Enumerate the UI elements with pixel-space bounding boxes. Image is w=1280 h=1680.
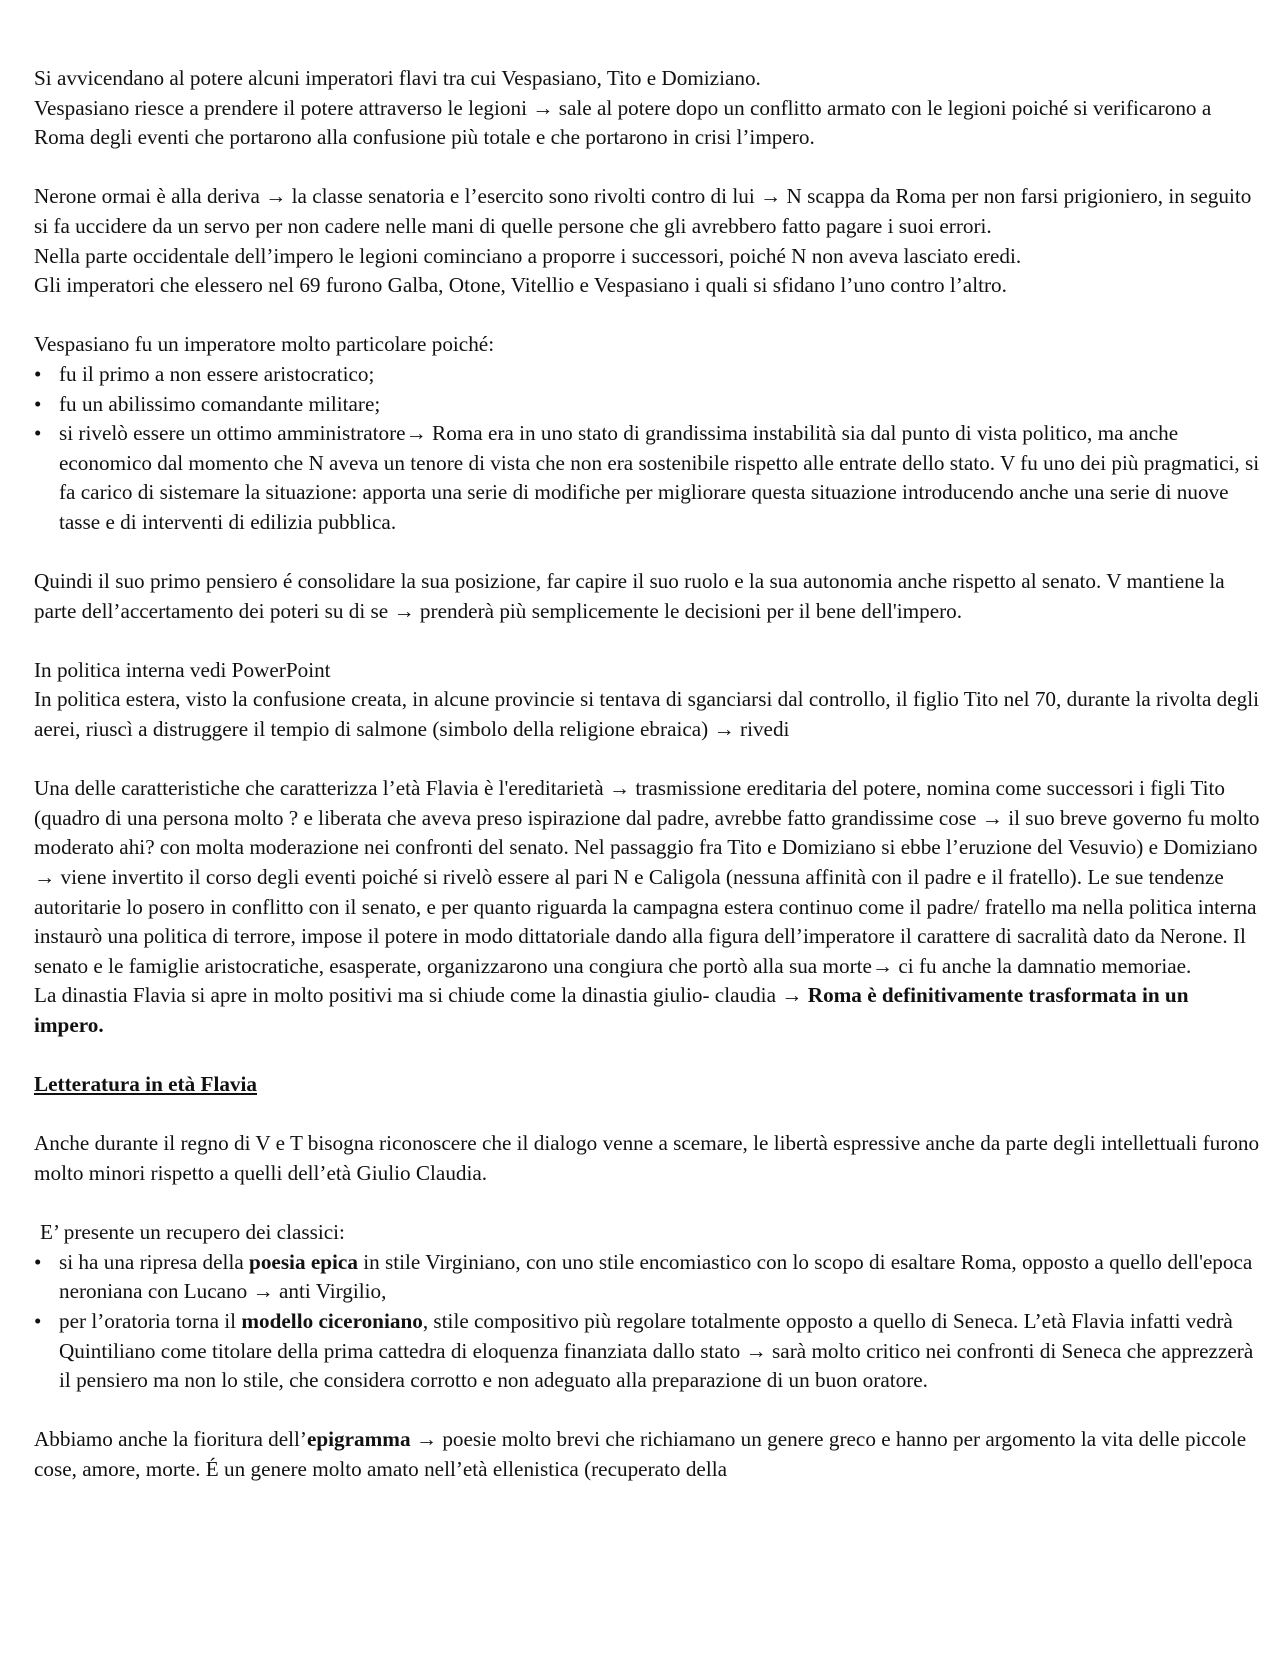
- list-item: [34, 1307, 1260, 1396]
- paragraph: Una delle caratteristiche che caratterizza l’età Flavia è l'ereditarietà → trasmissione ereditaria del potere, nomina come successori i figli Tito (quadro di una persona molto ? e liberata che aveva preso ispirazione dal padre, avrebbe fatto grandissime cose → il suo breve governo fu molto moderato ahi? con molta moderazione nei confronti del senato. Nel passaggio fra Tito e Domiziano si ebbe l’eruzione del Vesuvio) e Domiziano → viene invertito il corso degli eventi poiché si rivelò essere al pari N e Caligola (nessuna affinità con il padre e il fratello). Le sue tendenze autoritarie lo posero in conflitto con il senato, e per quanto riguarda la campagna estera continuo come il padre/ fratello ma nella politica interna instaurò una politica di terrore, impose il potere in modo dittatoriale dando alla figura dell’imperatore il carattere di sacralità dato da Nerone. Il senato e le famiglie aristocratiche, esasperate, organizzarono una congiura che portò alla sua morte→ ci fu anche la damnatio memoriae.: [34, 776, 1260, 978]
- section-heading: Letteratura in età Flavia: [34, 1072, 257, 1097]
- list-intro: Vespasiano fu un imperatore molto particolare poiché:: [34, 332, 495, 357]
- list-intro: E’ presente un recupero dei classici:: [40, 1220, 345, 1245]
- paragraph-text: Abbiamo anche la fioritura dell’: [34, 1427, 307, 1452]
- bullet-list: [34, 1248, 1260, 1396]
- bullet-icon: •: [34, 391, 42, 416]
- paragraph-line: In politica estera, visto la confusione creata, in alcune provincie si tentava di sganciarsi dal controllo, il figlio Tito nel 70, durante la rivolta degli aerei, riuscì a distruggere il tempio di salmone (simbolo della religione ebraica) → rivedi: [34, 687, 1260, 742]
- paragraph-gap: [34, 1189, 1260, 1219]
- bold-text: modello ciceroniano: [241, 1308, 423, 1333]
- paragraph-line: In politica interna vedi PowerPoint: [34, 657, 331, 682]
- list-item-text-part: , stile compositivo più regolare totalmente opposto a quello di Seneca. L’età Flavia infatti vedrà Quintiliano come titolare della prima cattedra di eloquenza finanziata dallo stato → sarà molto critico nei confronti di Seneca che apprezzerà il pensiero ma non lo stile, che considera corrotto e non adeguato alla preparazione di un buon oratore.: [59, 1308, 1254, 1393]
- list-item-text-part: per l’oratoria torna il: [59, 1308, 242, 1333]
- paragraph: [34, 981, 1260, 1040]
- bullet-icon: •: [34, 361, 42, 386]
- list-item-text-part: in stile Virginiano, con uno stile encomiastico con lo scopo di esaltare Roma, opposto a quello dell'epoca neroniana con Lucano → anti Virgilio,: [59, 1249, 1253, 1304]
- list-item-text: [59, 1309, 1253, 1392]
- paragraph-text: → poesie molto brevi che richiamano un genere greco e hanno per argomento la vita delle piccole cose, amore, morte. É un genere molto amato nell’età ellenistica (recuperato della: [34, 1427, 1247, 1481]
- paragraph-gap: [34, 745, 1260, 775]
- list-item-text: fu il primo a non essere aristocratico;: [59, 361, 375, 386]
- bold-text: poesia epica: [249, 1249, 358, 1274]
- bullet-icon: •: [34, 1249, 42, 1274]
- bullet-icon: •: [34, 421, 42, 446]
- list-item: [34, 360, 1260, 390]
- paragraph-line: Gli imperatori che elessero nel 69 furono Galba, Otone, Vitellio e Vespasiano i quali si sfidano l’uno contro l’altro.: [34, 273, 1007, 298]
- paragraph-gap: [34, 153, 1260, 183]
- list-item-text: [59, 1250, 1252, 1304]
- bullet-icon: •: [34, 1308, 42, 1333]
- paragraph-text: La dinastia Flavia si apre in molto positivi ma si chiude come la dinastia giulio- claudia →: [34, 983, 808, 1008]
- paragraph-line: Vespasiano riesce a prendere il potere attraverso le legioni → sale al potere dopo un conflitto armato con le legioni poiché si verificarono a Roma degli eventi che portarono alla confusione più totale e che portarono in crisi l’impero.: [34, 95, 1212, 150]
- bold-text: epigramma: [306, 1427, 411, 1452]
- paragraph: Quindi il suo primo pensiero é consolidare la sua posizione, far capire il suo ruolo e la sua autonomia anche rispetto al senato. V mantiene la parte dell’accertamento dei poteri su di se → prenderà più semplicemente le decisioni per il bene dell'impero.: [34, 569, 1225, 623]
- list-item-text: fu un abilissimo comandante militare;: [59, 391, 381, 416]
- list-item: [34, 1248, 1260, 1307]
- list-item-text-part: si ha una ripresa della: [59, 1249, 250, 1274]
- paragraph-gap: [34, 1100, 1260, 1130]
- paragraph-gap: [34, 301, 1260, 331]
- paragraph-gap: [34, 1041, 1260, 1071]
- paragraph-line: Nerone ormai è alla deriva → la classe senatoria e l’esercito sono rivolti contro di lui → N scappa da Roma per non farsi prigioniero, in seguito si fa uccidere da un servo per non cadere nelle mani di quelle persone che gli avrebbero fatto pagare i suoi errori.: [34, 184, 1252, 238]
- paragraph-line: Si avvicendano al potere alcuni imperatori flavi tra cui Vespasiano, Tito e Domiziano.: [34, 66, 761, 90]
- paragraph-gap: [34, 1396, 1260, 1426]
- paragraph-gap: [34, 626, 1260, 656]
- paragraph-line: Nella parte occidentale dell’impero le legioni cominciano a proporre i successori, poiché N non aveva lasciato eredi.: [34, 243, 1022, 268]
- list-item: [34, 419, 1260, 537]
- bullet-list: [34, 360, 1260, 538]
- document-page: [34, 64, 1260, 1485]
- paragraph: Anche durante il regno di V e T bisogna riconoscere che il dialogo venne a scemare, le libertà espressive anche da parte degli intellettuali furono molto minori rispetto a quelli dell’età Giulio Claudia.: [34, 1131, 1260, 1185]
- paragraph-gap: [34, 538, 1260, 568]
- paragraph: [34, 1425, 1260, 1484]
- bold-text: Roma è definitivamente trasformata in un impero.: [34, 983, 1189, 1037]
- list-item: [34, 390, 1260, 420]
- list-item-text: si rivelò essere un ottimo amministratore→ Roma era in uno stato di grandissima instabilità sia dal punto di vista politico, ma anche economico dal momento che N aveva un tenore di vista che non era sostenibile rispetto alle entrate dello stato. V fu uno dei più pragmatici, si fa carico di sistemare la situazione: apporta una serie di modifiche per migliorare questa situazione introducendo anche una serie di nuove tasse e di interventi di edilizia pubblica.: [59, 421, 1260, 534]
